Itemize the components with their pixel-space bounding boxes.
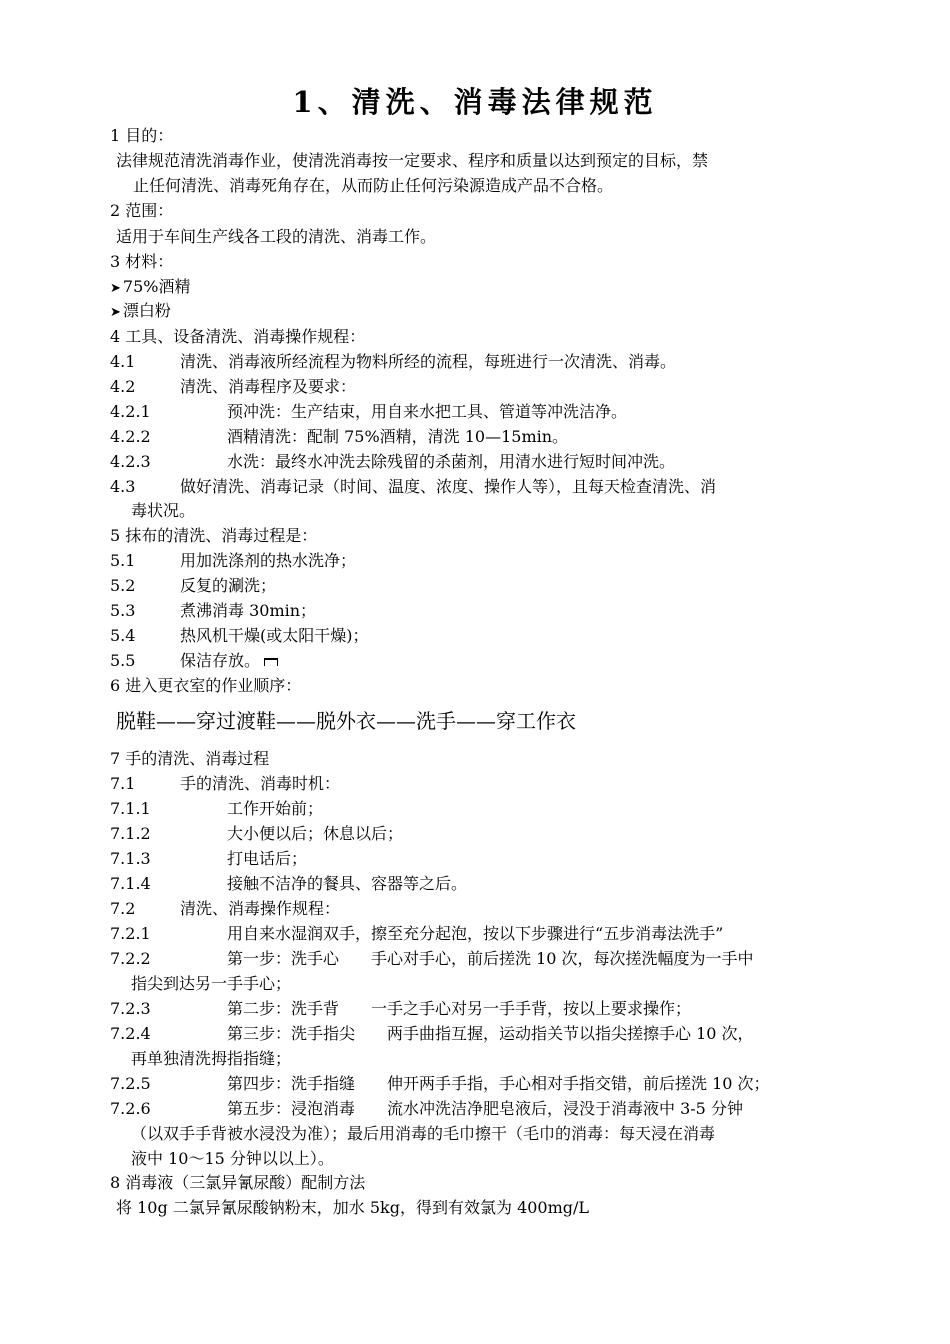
clause: 5.2 反复的涮洗； <box>110 576 277 595</box>
clause: 5.5 保洁存放。 <box>110 650 278 672</box>
clause: 7.2.3 第二步：洗手背 一手之手心对另一手手背，按以上要求操作； <box>110 999 692 1018</box>
heading-purpose: 1 目的： <box>110 126 174 145</box>
heading-changing-room: 6 进入更衣室的作业顺序： <box>110 676 302 695</box>
heading-materials: 3 材料： <box>110 252 174 271</box>
arrow-bullet-icon: ➤ <box>110 281 121 296</box>
list-item: ➤ 75%酒精 <box>110 277 191 296</box>
clause: 7.2.5 第四步：洗手指缝 伸开两手手指，手心相对手指交错，前后搓洗 10 次； <box>110 1074 770 1093</box>
clause: 7.2.4 第三步：洗手指尖 两手曲指互握，运动指关节以指尖搓擦手心 10 次， <box>110 1024 754 1043</box>
paragraph-purpose: 法律规范清洗消毒作业，使清洗消毒按一定要求、程序和质量以达到预定的目标，禁 <box>116 151 709 170</box>
paragraph-scope: 适用于车间生产线各工段的清洗、消毒工作。 <box>116 227 437 246</box>
clause: 7.2.1 用自来水湿润双手，擦至充分起泡，按以下步骤进行“五步消毒法洗手” <box>110 924 724 943</box>
heading-hand: 7 手的清洗、消毒过程 <box>110 749 270 768</box>
paragraph-disinfectant: 将 10g 二氯异氰尿酸钠粉末，加水 5kg，得到有效氯为 400mg/L <box>116 1198 590 1217</box>
break-mark-icon <box>264 658 278 666</box>
clause-cont: （以双手手背被水浸没为准）；最后用消毒的毛巾擦干（毛巾的消毒：每天浸在消毒 <box>131 1124 716 1143</box>
arrow-bullet-icon: ➤ <box>110 305 121 320</box>
clause: 7.1.1 工作开始前； <box>110 799 324 818</box>
clause: 4.2.2 酒精清洗：配制 75%酒精，清洗 10—15min。 <box>110 427 569 446</box>
heading-tools: 4 工具、设备清洗、消毒操作规程： <box>110 327 366 346</box>
clause: 7.1.2 大小便以后；休息以后； <box>110 824 404 843</box>
clause: 4.3 做好清洗、消毒记录（时间、温度、浓度、操作人等），且每天检查清洗、消 <box>110 477 717 496</box>
clause: 4.1 清洗、消毒液所经流程为物料所经的流程，每班进行一次清洗、消毒。 <box>110 352 677 371</box>
clause: 4.2.3 水洗：最终水冲洗去除残留的杀菌剂，用清水进行短时间冲洗。 <box>110 452 676 471</box>
clause-cont: 液中 10～15 分钟以以上）。 <box>131 1149 334 1168</box>
clause: 5.3 煮沸消毒 30min； <box>110 601 317 620</box>
heading-scope: 2 范围： <box>110 201 174 220</box>
changing-sequence: 脱鞋——穿过渡鞋——脱外衣——洗手——穿工作衣 <box>116 709 576 733</box>
list-item: ➤ 漂白粉 <box>110 301 171 320</box>
clause: 4.2 清洗、消毒程序及要求： <box>110 377 357 396</box>
clause: 5.4 热风机干燥(或太阳干燥)； <box>110 626 369 645</box>
clause: 7.1.3 打电话后； <box>110 849 308 868</box>
clause: 7.1.4 接触不洁净的餐具、容器等之后。 <box>110 874 468 893</box>
clause: 7.2.2 第一步：洗手心 手心对手心，前后搓洗 10 次，每次搓洗幅度为一手中 <box>110 949 754 968</box>
clause: 5.1 用加洗涤剂的热水洗净； <box>110 551 357 570</box>
clause: 7.1 手的清洗、消毒时机： <box>110 774 341 793</box>
heading-disinfectant: 8 消毒液（三氯异氰尿酸）配制方法 <box>110 1173 366 1192</box>
clause-cont: 指尖到达另一手手心； <box>131 974 292 993</box>
paragraph-purpose-cont: 止任何清洗、消毒死角存在，从而防止任何污染源造成产品不合格。 <box>133 176 614 195</box>
heading-cloth: 5 抹布的清洗、消毒过程是： <box>110 526 318 545</box>
clause: 4.2.1 预冲洗：生产结束，用自来水把工具、管道等冲洗洁净。 <box>110 402 628 421</box>
clause-cont: 毒状况。 <box>131 501 196 520</box>
page-title: 1、清洗、消毒法律规范 <box>292 85 658 119</box>
clause: 7.2 清洗、消毒操作规程： <box>110 899 341 918</box>
clause: 7.2.6 第五步：浸泡消毒 流水冲洗洁净肥皂液后，浸没于消毒液中 3-5 分钟 <box>110 1099 743 1118</box>
clause-cont: 再单独清洗拇指指缝； <box>131 1049 292 1068</box>
